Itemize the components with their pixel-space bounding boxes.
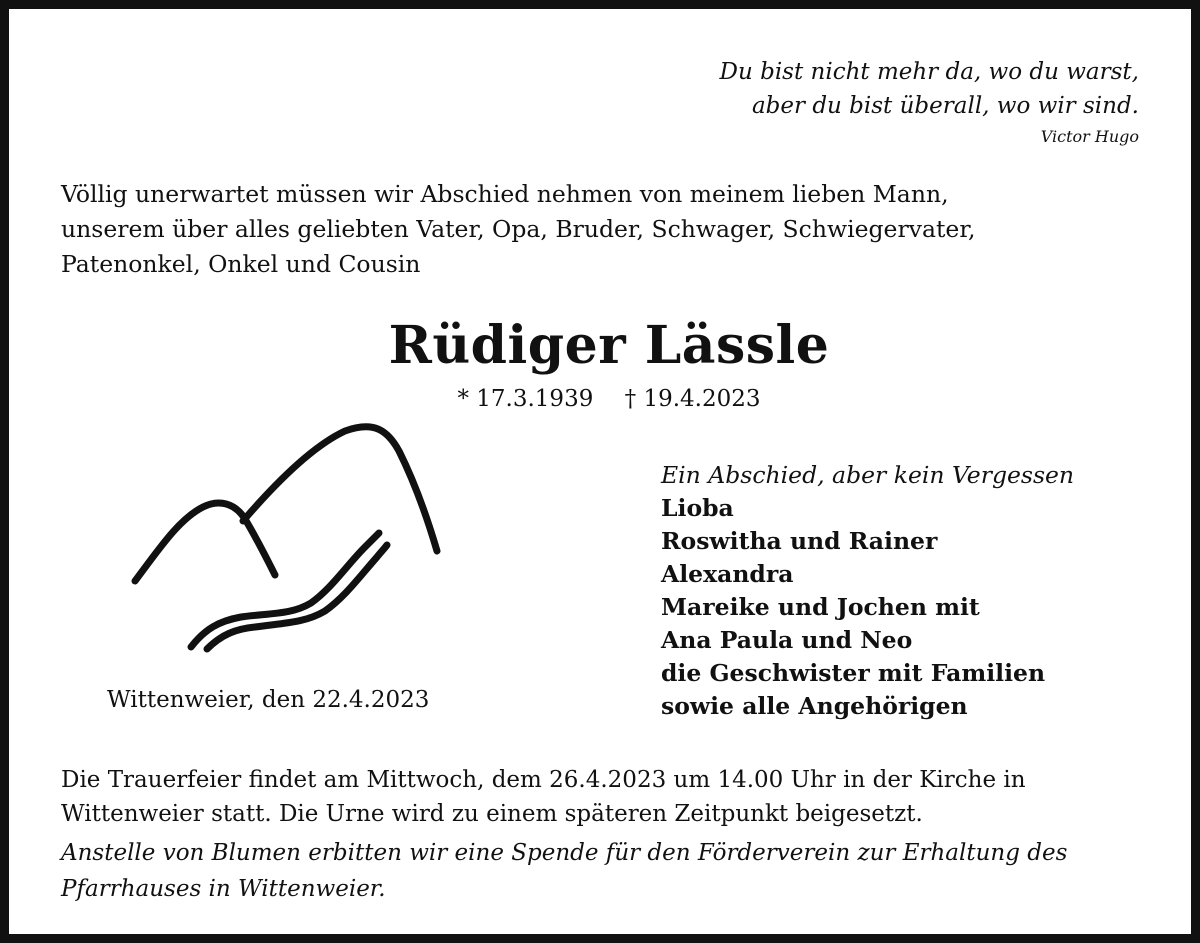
donation-line: Pfarrhauses in Wittenweier.	[61, 876, 386, 902]
mountains-and-river-icon	[119, 409, 459, 669]
intro-line: Patenonkel, Onkel und Cousin	[61, 250, 421, 278]
quote-author: Victor Hugo	[1040, 127, 1139, 146]
ceremony-line: Die Trauerfeier findet am Mittwoch, dem 26.4.2023 um 14.00 Uhr in der Kirche in	[61, 767, 1026, 793]
ceremony-line: Wittenweier statt. Die Urne wird zu einem späteren Zeitpunkt beigesetzt.	[61, 801, 923, 827]
large-mountain-stroke	[243, 427, 437, 551]
intro-line: unserem über alles geliebten Vater, Opa, Bruder, Schwager, Schwiegervater,	[61, 215, 976, 243]
mourners-lead: Ein Abschied, aber kein Vergessen	[661, 461, 1075, 489]
quote-line-2: aber du bist überall, wo wir sind.	[751, 93, 1139, 119]
mourner-name: Lioba	[661, 494, 734, 522]
mourner-name: Ana Paula und Neo	[661, 626, 913, 654]
intro-line: Völlig unerwartet müssen wir Abschied nehmen von meinem lieben Mann,	[61, 180, 949, 208]
river-stroke-lower	[207, 545, 387, 649]
donation-request	[61, 835, 1067, 907]
deceased-name: Rüdiger Lässle	[388, 315, 830, 376]
quote-line-1: Du bist nicht mehr da, wo du warst,	[719, 59, 1139, 85]
mourners-list	[661, 459, 1074, 723]
death-date: † 19.4.2023	[624, 386, 761, 412]
mourner-name: Alexandra	[661, 560, 794, 588]
ceremony-info	[61, 763, 1026, 831]
intro-text	[61, 177, 975, 282]
small-mountain-stroke	[135, 503, 275, 581]
mourner-name: die Geschwister mit Familien	[661, 659, 1046, 687]
mourner-name: Roswitha und Rainer	[661, 527, 938, 555]
mourner-name: sowie alle Angehörigen	[661, 692, 968, 720]
birth-date: * 17.3.1939	[457, 386, 594, 412]
place-and-date: Wittenweier, den 22.4.2023	[107, 687, 430, 713]
donation-line: Anstelle von Blumen erbitten wir eine Spende für den Förderverein zur Erhaltung des	[61, 840, 1068, 866]
mourner-name: Mareike und Jochen mit	[661, 593, 980, 621]
